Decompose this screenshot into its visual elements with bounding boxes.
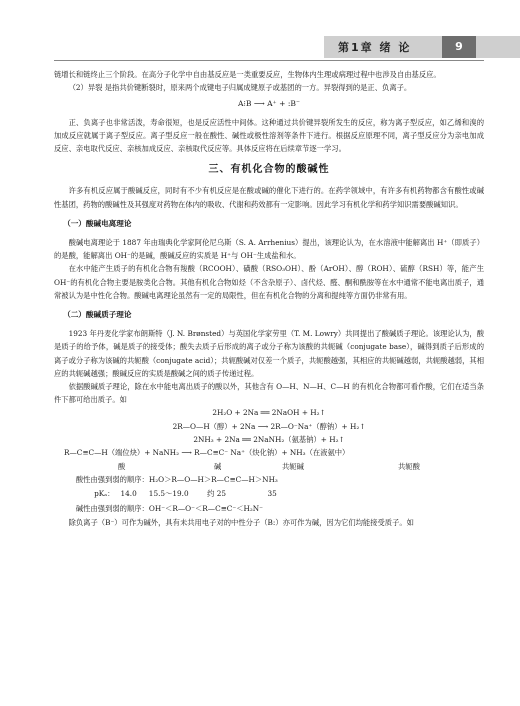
page-body — [54, 68, 484, 529]
paragraph: （2）异裂 是指共价键断裂时，原来两个成键电子归属成键原子或基团的一方。异裂得到的是正、负离子。 — [68, 83, 412, 93]
basicity-order — [54, 502, 484, 515]
pka-row — [54, 487, 484, 500]
equation-heterolysis: A⁝B ⟶ A⁺ + :B⁻ — [237, 99, 301, 109]
reaction-ammonia: 2NH₃ + 2Na ══ 2NaNH₂（氨基钠）+ H₂↑ — [193, 434, 345, 444]
basicity-order-label: 碱性由强到弱的顺序： — [75, 503, 149, 513]
label-conj-acid: 共轭酸 — [398, 462, 420, 472]
basicity-order-value: OH⁻＜R—O⁻＜R—C≡C⁻＜H₂N⁻ — [148, 503, 264, 513]
label-acid: 酸 — [118, 462, 126, 472]
paragraph: 依据酸碱质子理论，除在水中能电离出质子的酸以外，其他含有 O—H、N—H、C—H 的有机化合物都可看作酸，它们在适当条件下都可给出质子。如 — [54, 382, 484, 405]
reaction-water: 2H₂O + 2Na ══ 2NaOH + H₂↑ — [212, 408, 326, 418]
page-header — [0, 36, 520, 62]
page-number: 9 — [442, 36, 476, 58]
paragraph: 除负离子（B⁻）可作为碱外，具有未共用电子对的中性分子（B:）亦可作为碱，因为它们均能接受质子。如 — [68, 517, 414, 527]
reaction-alkyne: R—C≡C—H（端位炔）+ NaNH₂ ⟶ R—C≡C⁻ Na⁺（炔化钠）+ NH₃（在液氨中） — [64, 448, 350, 458]
pka-label: pKₐ： — [94, 489, 115, 499]
paragraph: 许多有机反应属于酸碱反应，同时有不少有机反应是在酸或碱的催化下进行的。在药学领域中，有许多有机药物都含有酸性或碱性基团，药物的酸碱性及其强度对药物在体内的吸收、代谢和药效都有一定影响。因此学习有机化学和药学知识需要酸碱知识。 — [54, 186, 484, 209]
acidity-order-value: H₂O＞R—O—H＞R—C≡C—H＞NH₃ — [148, 475, 278, 485]
paragraph: 酸碱电离理论于 1887 年由瑞典化学家阿伦尼乌斯（S. A. Arrhenius）提出，该理论认为，在水溶液中能解离出 H⁺（即质子）的是酸，能解离出 OH⁻的是碱，酸碱反应的实质是 H⁺与 OH⁻生成盐和水。 — [54, 238, 484, 261]
pka-value: 约 25 — [207, 489, 227, 499]
reaction-labels — [54, 460, 484, 472]
paragraph: 链增长和链终止三个阶段。在高分子化学中自由基反应是一类重要反应，生物体内生理或病理过程中也涉及自由基反应。 — [54, 70, 441, 79]
label-conj-base: 共轭碱 — [282, 462, 304, 472]
pka-value: 35 — [267, 489, 277, 499]
reaction-alcohol: 2R—O—H（醇）+ 2Na ⟶ 2R—O⁻Na⁺（醇钠）+ H₂↑ — [172, 421, 366, 431]
paragraph: 在水中能产生质子的有机化合物有羧酸（RCOOH）、磺酸（RSO₃OH）、酚（ArOH）、醇（ROH）、硫醇（RSH）等，能产生 OH⁻的有机化合物主要是胺类化合物。其他有机化合物如烃（不含杂原子）、卤代烃、醛、酮和酰胺等在水中通常不能电离出质子，通常被认为是中性化合物。酸碱电离理论虽然有一定的局限性，但在有机化合物的分离和提纯等方面仍非常有用。 — [54, 264, 484, 300]
pka-value: 15.5～19.0 — [148, 489, 189, 499]
acidity-order — [54, 473, 484, 486]
subsection-title: （二）酸碱质子理论 — [63, 310, 132, 320]
section-title: 三、有机化合物的酸碱性 — [208, 164, 330, 176]
paragraph: 正、负离子也非常活泼，寿命很短，也是反应活性中间体。这种通过共价键异裂所发生的反应，称为离子型反应，如乙烯和溴的加成反应就属于离子型反应。离子型反应一般在酸性、碱性或极性溶剂等条件下进行。根据反应原理不同，离子型反应分为亲电加成反应、亲电取代反应、亲核加成反应、亲核取代反应等。具体反应将在后续章节逐一学习。 — [54, 117, 484, 154]
header-rule — [54, 60, 484, 61]
acidity-order-label: 酸性由强到弱的顺序： — [75, 475, 149, 485]
subsection-title: （一）酸碱电离理论 — [63, 218, 132, 228]
label-base: 碱 — [214, 462, 222, 472]
paragraph: 1923 年丹麦化学家布朗斯特（J. N. Brønsted）与英国化学家劳里（T. M. Lowry）共同提出了酸碱质子理论。该理论认为，酸是质子的给予体，碱是质子的接受体；酸失去质子后形成的离子或分子称为该酸的共轭碱（conjugate base），碱得到质子后形成的离子或分子称为该碱的共轭酸（conjugate acid）；共轭酸碱对仅差一个质子，共轭酸越强，其相应的共轭碱越弱，共轭酸越弱，其相应的共轭碱越强；酸碱反应的实质是酸碱之间的质子传递过程。 — [54, 329, 484, 378]
chapter-title: 第1章 绪 论 — [338, 41, 412, 54]
pka-value: 14.0 — [120, 489, 137, 499]
